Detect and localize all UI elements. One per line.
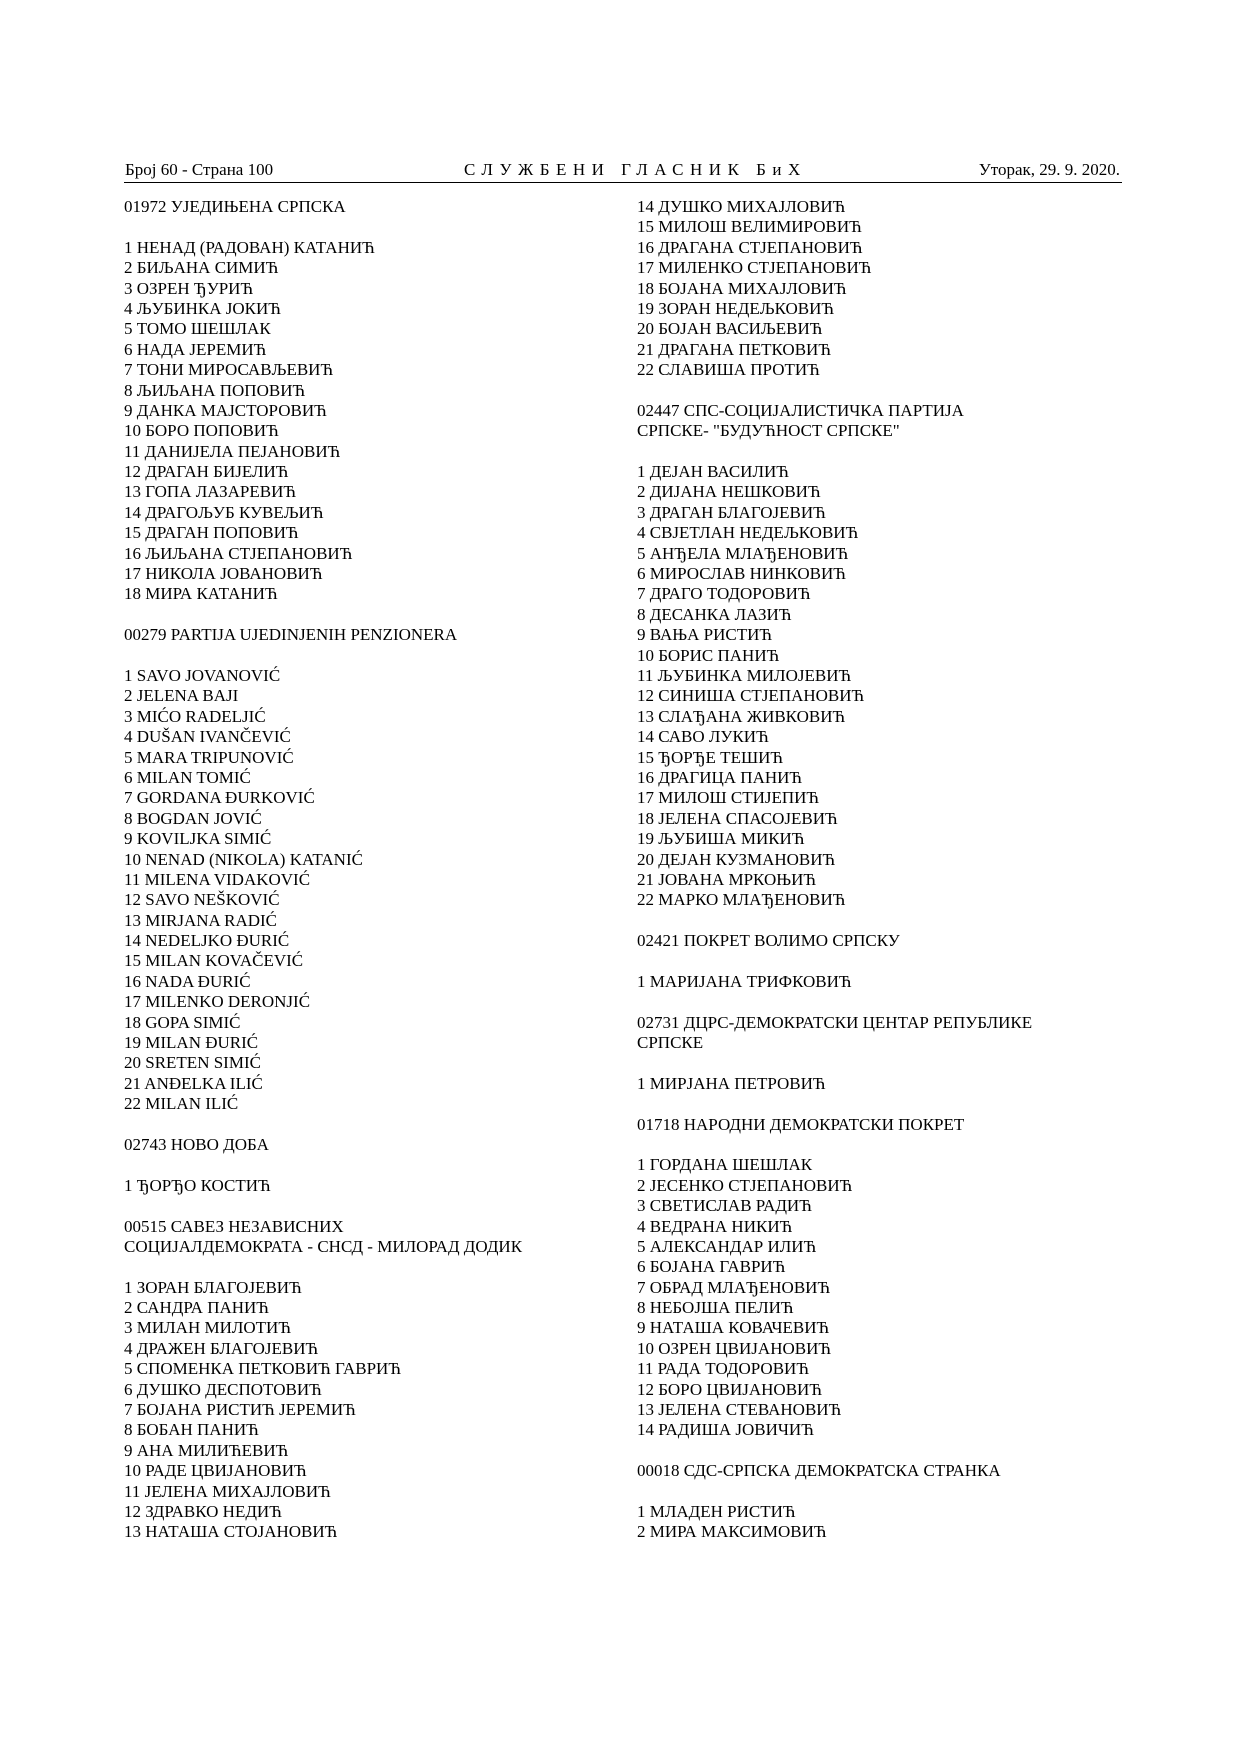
candidate-name: 14 ДРАГОЉУБ КУВЕЉИЋ xyxy=(124,502,324,522)
candidate-name: 2 МИРА МАКСИМОВИЋ xyxy=(637,1522,827,1542)
candidate-name: 12 БОРО ЦВИЈАНОВИЋ xyxy=(637,1379,822,1399)
candidate-name: 18 GOPA SIMIĆ xyxy=(124,1012,241,1032)
candidate-name: 2 БИЉАНА СИМИЋ xyxy=(124,258,279,278)
candidate-name: 13 ЈЕЛЕНА СТЕВАНОВИЋ xyxy=(637,1400,842,1420)
candidate-name: 22 МАРКО МЛАЂЕНОВИЋ xyxy=(637,890,846,910)
candidate-name: 12 ЗДРАВКО НЕДИЋ xyxy=(124,1502,282,1521)
candidate-name: 5 АНЂЕЛА МЛАЂЕНОВИЋ xyxy=(637,543,849,563)
candidate-name: 1 МЛАДЕН РИСТИЋ xyxy=(637,1502,796,1521)
party-title: 01972 УЈЕДИЊЕНА СРПСКА xyxy=(124,197,346,216)
candidate-name: 7 БОЈАНА РИСТИЋ ЈЕРЕМИЋ xyxy=(124,1400,356,1420)
spacer xyxy=(637,1482,1122,1502)
candidate-name: 3 MIĆO RADELJIĆ xyxy=(124,706,266,726)
candidate-name: 4 СВЈЕТЛАН НЕДЕЉКОВИЋ xyxy=(637,523,859,543)
candidate-name: 15 ЂОРЂЕ ТЕШИЋ xyxy=(637,747,783,767)
candidate-name: 11 ЈЕЛЕНА МИХАЈЛОВИЋ xyxy=(124,1481,331,1501)
candidate-name: 18 БОЈАНА МИХАЈЛОВИЋ xyxy=(637,278,847,298)
party-section xyxy=(637,1013,1122,1115)
spacer xyxy=(637,992,1122,1012)
candidate-name: 22 СЛАВИША ПРОТИЋ xyxy=(637,360,820,380)
candidate-name: 11 РАДА ТОДОРОВИЋ xyxy=(637,1359,809,1379)
candidate-name: 11 MILENA VIDAKOVIĆ xyxy=(124,869,311,889)
candidate-name: 20 БОЈАН ВАСИЉЕВИЋ xyxy=(637,319,823,339)
candidate-name: 3 МИЛАН МИЛОТИЋ xyxy=(124,1318,291,1338)
candidate-name: 6 НАДА ЈЕРЕМИЋ xyxy=(124,339,267,359)
candidate-name: 5 АЛЕКСАНДАР ИЛИЋ xyxy=(637,1236,817,1256)
candidate-name: 9 АНА МИЛИЋЕВИЋ xyxy=(124,1440,289,1460)
party-section xyxy=(124,1135,624,1217)
spacer xyxy=(124,605,624,625)
candidate-name: 10 РАДЕ ЦВИЈАНОВИЋ xyxy=(124,1461,307,1481)
candidate-name: 7 ОБРАД МЛАЂЕНОВИЋ xyxy=(637,1277,831,1297)
candidate-name: 19 ЗОРАН НЕДЕЉКОВИЋ xyxy=(637,298,835,318)
spacer xyxy=(124,646,624,666)
candidate-name: 22 MILAN ILIĆ xyxy=(124,1094,239,1114)
party-section xyxy=(637,401,1122,931)
candidate-name: 8 ЉИЉАНА ПОПОВИЋ xyxy=(124,380,306,400)
spacer xyxy=(637,1094,1122,1114)
candidate-name: 14 САВО ЛУКИЋ xyxy=(637,727,769,747)
candidate-name: 17 МИЛОШ СТИЈЕПИЋ xyxy=(637,788,820,808)
candidate-name: 15 МИЛОШ ВЕЛИМИРОВИЋ xyxy=(637,217,862,237)
spacer xyxy=(637,951,1122,971)
issue-page-number: Број 60 - Страна 100 xyxy=(125,160,274,179)
candidate-name: 18 МИРА КАТАНИЋ xyxy=(124,584,278,604)
candidate-name: 4 ВЕДРАНА НИКИЋ xyxy=(637,1216,793,1236)
candidate-name: 13 ГОПА ЛАЗАРЕВИЋ xyxy=(124,482,296,502)
candidate-name: 1 МАРИЈАНА ТРИФКОВИЋ xyxy=(637,971,852,991)
candidate-name: 9 ДАНКА МАЈСТОРОВИЋ xyxy=(124,400,327,420)
candidate-name: 15 ДРАГАН ПОПОВИЋ xyxy=(124,523,299,543)
candidate-name: 4 ЉУБИНКА ЈОКИЋ xyxy=(124,298,281,318)
candidate-name: 17 MILENKO DERONJIĆ xyxy=(124,992,311,1012)
party-section xyxy=(637,197,1122,401)
candidate-name: 20 SRETEN SIMIĆ xyxy=(124,1053,261,1073)
candidate-name: 1 НЕНАД (РАДОВАН) КАТАНИЋ xyxy=(124,237,375,257)
candidate-name: 17 НИКОЛА ЈОВАНОВИЋ xyxy=(124,564,323,584)
candidate-name: 1 ГОРДАНА ШЕШЛАК xyxy=(637,1155,813,1175)
party-title: 02421 ПОКРЕТ ВОЛИМО СРПСКУ xyxy=(637,931,900,951)
candidate-name: 6 МИРОСЛАВ НИНКОВИЋ xyxy=(637,564,846,584)
candidate-name: 9 ВАЊА РИСТИЋ xyxy=(637,625,772,645)
candidate-name: 4 DUŠAN IVANČEVIĆ xyxy=(124,727,291,747)
candidate-name: 12 SAVO NEŠKOVIĆ xyxy=(124,890,280,910)
candidate-name: 14 ДУШКО МИХАЈЛОВИЋ xyxy=(637,197,846,216)
candidate-name: 15 MILAN KOVAČEVIĆ xyxy=(124,951,304,971)
spacer xyxy=(124,217,624,237)
candidate-name: 16 ЉИЉАНА СТЈЕПАНОВИЋ xyxy=(124,543,353,563)
candidate-name: 5 ТОМО ШЕШЛАК xyxy=(124,319,271,339)
issue-date: Уторак, 29. 9. 2020. xyxy=(978,160,1120,179)
party-title: СРПСКЕ xyxy=(637,1033,704,1053)
candidate-name: 10 БОРО ПОПОВИЋ xyxy=(124,421,279,441)
gazette-title: СЛУЖБЕНИ ГЛАСНИК БиХ xyxy=(464,160,807,179)
candidate-name: 21 ЈОВАНА МРКОЊИЋ xyxy=(637,869,816,889)
candidate-name: 19 MILAN ĐURIĆ xyxy=(124,1033,259,1053)
candidate-name: 2 ДИЈАНА НЕШКОВИЋ xyxy=(637,482,821,502)
candidate-name: 1 ЗОРАН БЛАГОЈЕВИЋ xyxy=(124,1277,302,1297)
spacer xyxy=(124,1115,624,1135)
candidate-name: 4 ДРАЖЕН БЛАГОЈЕВИЋ xyxy=(124,1338,319,1358)
spacer xyxy=(124,1196,624,1216)
party-title: 01718 НАРОДНИ ДЕМОКРАТСКИ ПОКРЕТ xyxy=(637,1114,965,1134)
right-column xyxy=(637,197,1122,1543)
candidate-name: 3 ОЗРЕН ЂУРИЋ xyxy=(124,278,254,298)
candidate-name: 13 НАТАША СТОЈАНОВИЋ xyxy=(124,1522,338,1542)
candidate-name: 12 СИНИША СТЈЕПАНОВИЋ xyxy=(637,686,865,706)
spacer xyxy=(637,911,1122,931)
spacer xyxy=(124,1257,624,1277)
candidate-name: 13 MIRJANA RADIĆ xyxy=(124,910,278,930)
spacer xyxy=(637,442,1122,462)
candidate-name: 6 ДУШКО ДЕСПОТОВИЋ xyxy=(124,1379,322,1399)
candidate-name: 7 GORDANA ĐURKOVIĆ xyxy=(124,788,315,808)
candidate-name: 14 NEDELJKO ĐURIĆ xyxy=(124,931,290,951)
candidate-name: 1 ДЕЈАН ВАСИЛИЋ xyxy=(637,462,789,482)
party-section xyxy=(124,1217,624,1543)
party-section xyxy=(637,931,1122,1013)
candidate-name: 3 СВЕТИСЛАВ РАДИЋ xyxy=(637,1196,812,1216)
candidate-name: 11 ЉУБИНКА МИЛОЈЕВИЋ xyxy=(637,665,852,685)
candidate-name: 20 ДЕЈАН КУЗМАНОВИЋ xyxy=(637,849,836,869)
candidate-name: 16 NADA ĐURIĆ xyxy=(124,971,251,991)
candidate-name: 21 ДРАГАНА ПЕТКОВИЋ xyxy=(637,339,831,359)
candidate-name: 9 НАТАША КОВАЧЕВИЋ xyxy=(637,1318,830,1338)
party-title: СОЦИЈАЛДЕМОКРАТА - СНСД - МИЛОРАД ДОДИК xyxy=(124,1236,523,1256)
candidate-name: 21 ANĐELKA ILIĆ xyxy=(124,1073,263,1093)
candidate-name: 8 BOGDAN JOVIĆ xyxy=(124,808,262,828)
candidate-name: 1 SAVO JOVANOVIĆ xyxy=(124,665,281,685)
candidate-name: 14 РАДИША ЈОВИЧИЋ xyxy=(637,1420,814,1440)
party-section xyxy=(124,625,624,1135)
spacer xyxy=(637,1053,1122,1073)
spacer xyxy=(637,1135,1122,1155)
candidate-name: 11 ДАНИЈЕЛА ПЕЈАНОВИЋ xyxy=(124,441,341,461)
candidate-name: 19 ЉУБИША МИКИЋ xyxy=(637,829,805,849)
candidate-name: 10 NENAD (NIKOLA) KATANIĆ xyxy=(124,849,363,869)
candidate-name: 5 MARA TRIPUNOVIĆ xyxy=(124,747,294,767)
party-section xyxy=(637,1461,1122,1543)
party-title: 00515 САВЕЗ НЕЗАВИСНИХ xyxy=(124,1216,344,1236)
party-section xyxy=(637,1115,1122,1462)
candidate-name: 2 САНДРА ПАНИЋ xyxy=(124,1298,269,1318)
candidate-name: 6 БОЈАНА ГАВРИЋ xyxy=(637,1257,786,1277)
party-title: 02743 НОВО ДОБА xyxy=(124,1134,269,1154)
candidate-name: 16 ДРАГАНА СТЈЕПАНОВИЋ xyxy=(637,237,863,257)
candidate-name: 17 МИЛЕНКО СТЈЕПАНОВИЋ xyxy=(637,258,872,278)
candidate-name: 16 ДРАГИЦА ПАНИЋ xyxy=(637,767,803,787)
spacer xyxy=(124,1155,624,1175)
candidate-name: 8 БОБАН ПАНИЋ xyxy=(124,1420,259,1440)
candidate-name: 2 JELENA BAJI xyxy=(124,686,239,706)
party-title: 00018 СДС-СРПСКА ДЕМОКРАТСКА СТРАНКА xyxy=(637,1461,1001,1481)
spacer xyxy=(637,1441,1122,1461)
party-title: 00279 PARTIJA UJEDINJENIH PENZIONERA xyxy=(124,625,458,645)
spacer xyxy=(637,381,1122,401)
page-header xyxy=(124,160,1122,183)
candidate-name: 12 ДРАГАН БИЈЕЛИЋ xyxy=(124,462,289,482)
candidate-name: 2 ЈЕСЕНКО СТЈЕПАНОВИЋ xyxy=(637,1175,853,1195)
candidate-name: 13 СЛАЂАНА ЖИВКОВИЋ xyxy=(637,706,846,726)
party-section xyxy=(124,197,624,625)
candidate-name: 10 БОРИС ПАНИЋ xyxy=(637,645,780,665)
candidate-name: 1 МИРЈАНА ПЕТРОВИЋ xyxy=(637,1073,826,1093)
candidate-name: 7 ТОНИ МИРОСАВЉЕВИЋ xyxy=(124,360,334,380)
party-title: СРПСКЕ- "БУДУЋНОСТ СРПСКЕ" xyxy=(637,421,900,441)
party-title: 02731 ДЦРС-ДЕМОКРАТСКИ ЦЕНТАР РЕПУБЛИКЕ xyxy=(637,1012,1033,1032)
candidate-name: 6 MILAN TOMIĆ xyxy=(124,767,251,787)
candidate-name: 8 ДЕСАНКА ЛАЗИЋ xyxy=(637,604,792,624)
candidate-name: 9 KOVILJKA SIMIĆ xyxy=(124,829,272,849)
candidate-name: 5 СПОМЕНКА ПЕТКОВИЋ ГАВРИЋ xyxy=(124,1359,401,1379)
candidate-name: 1 ЂОРЂО КОСТИЋ xyxy=(124,1175,271,1195)
candidate-name: 18 ЈЕЛЕНА СПАСОЈЕВИЋ xyxy=(637,808,838,828)
party-title: 02447 СПС-СОЦИЈАЛИСТИЧКА ПАРТИЈА xyxy=(637,400,964,420)
candidate-name: 8 НЕБОЈША ПЕЛИЋ xyxy=(637,1298,794,1318)
left-column xyxy=(124,197,624,1543)
candidate-name: 3 ДРАГАН БЛАГОЈЕВИЋ xyxy=(637,502,826,522)
candidate-name: 10 ОЗРЕН ЦВИЈАНОВИЋ xyxy=(637,1338,831,1358)
candidate-name: 7 ДРАГО ТОДОРОВИЋ xyxy=(637,584,811,604)
